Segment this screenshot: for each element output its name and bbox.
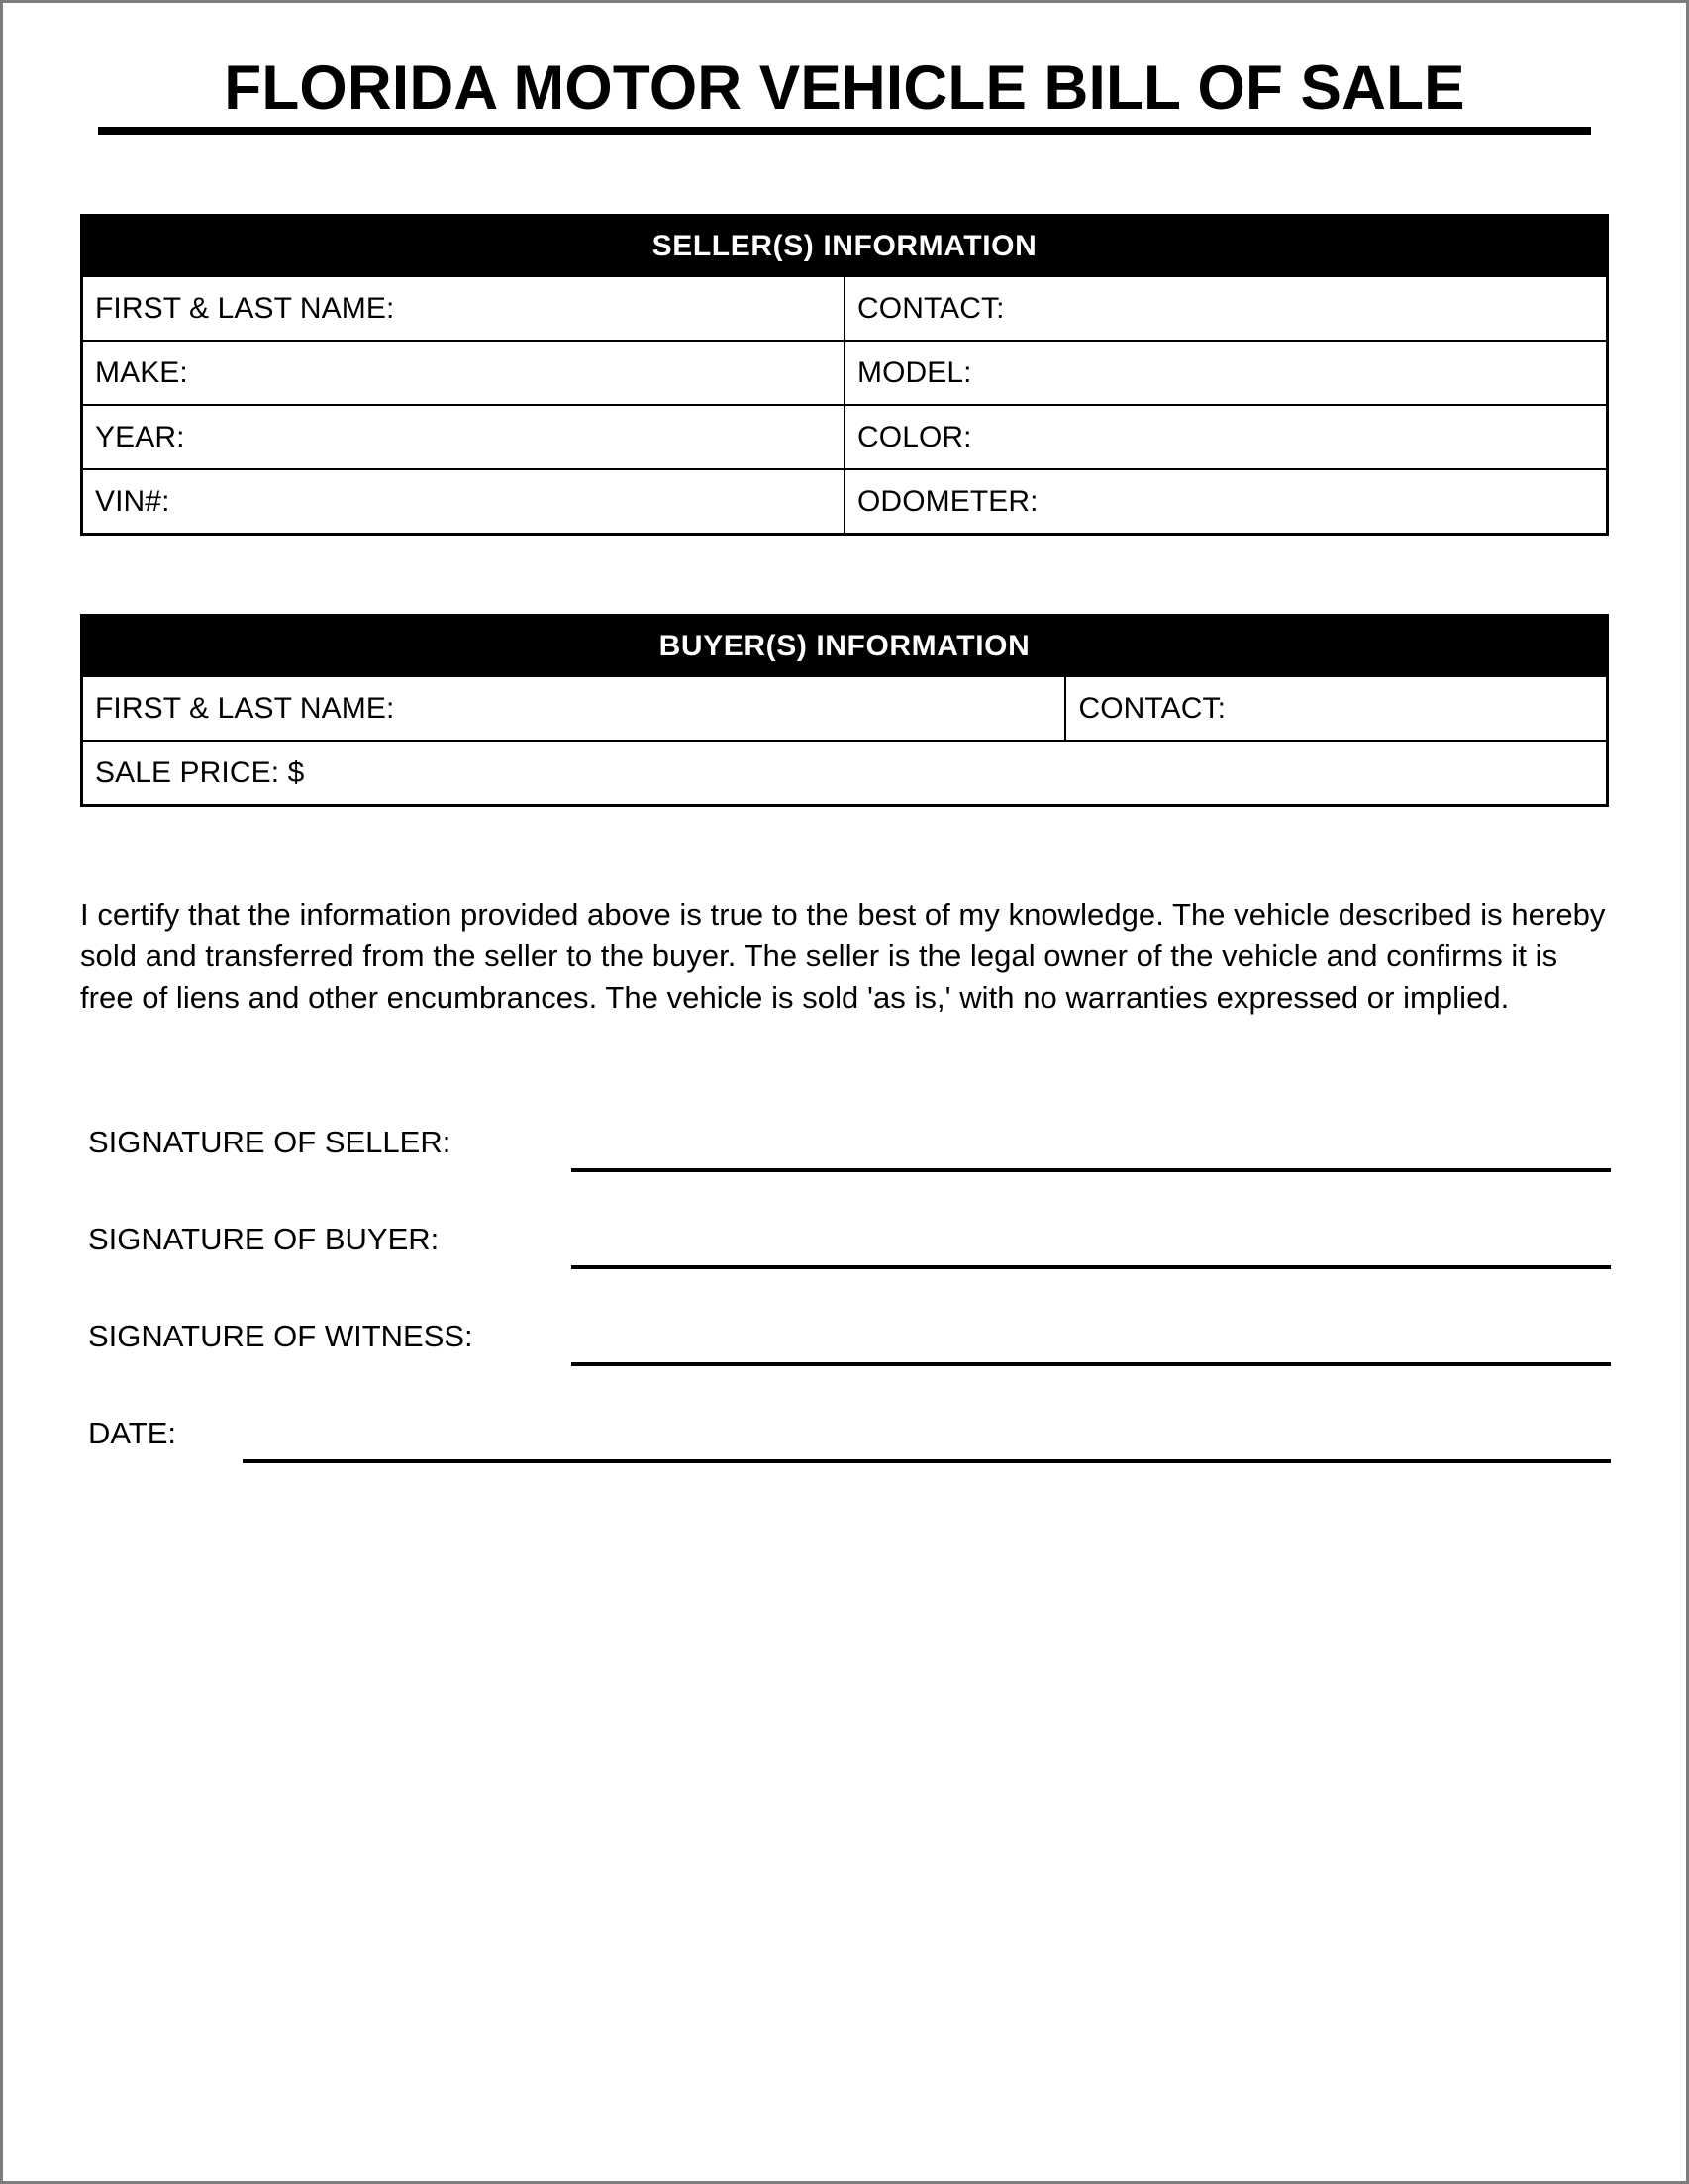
buyer-sale-price-label[interactable]: SALE PRICE: $ [82,741,1608,806]
table-row [82,276,1608,341]
date-line[interactable] [243,1459,1611,1463]
seller-section-heading: SELLER(S) INFORMATION [82,216,1608,277]
buyer-section-header-row [82,616,1608,677]
seller-model-label[interactable]: MODEL: [844,341,1608,405]
seller-name-label[interactable]: FIRST & LAST NAME: [82,276,845,341]
seller-color-label[interactable]: COLOR: [844,405,1608,469]
seller-make-label[interactable]: MAKE: [82,341,845,405]
seller-vin-label[interactable]: VIN#: [82,469,845,535]
page-content [3,3,1686,2181]
date-label: DATE: [88,1415,176,1450]
signature-witness-line[interactable] [571,1362,1611,1366]
seller-information-table [80,214,1609,536]
signature-row-date [80,1415,1611,1515]
table-row [82,469,1608,535]
signature-buyer-line[interactable] [571,1265,1611,1269]
signature-seller-label: SIGNATURE OF SELLER: [88,1124,451,1159]
signature-witness-label: SIGNATURE OF WITNESS: [88,1318,473,1353]
certification-paragraph: I certify that the information provided above is true to the best of my knowledge. The vehicle described is hereby sold and transferred from the seller to the buyer. The seller is the legal owner of the vehicle and confirms it is free of liens and other encumbrances. The vehicle is sold 'as is,' with no warranties expressed or implied. [80,897,1606,1016]
table-row [82,741,1608,806]
seller-contact-label[interactable]: CONTACT: [844,276,1608,341]
seller-odometer-label[interactable]: ODOMETER: [844,469,1608,535]
title-underline [98,127,1591,135]
signature-row-seller [80,1124,1611,1224]
buyer-section-heading: BUYER(S) INFORMATION [82,616,1608,677]
buyer-information-table [80,614,1609,807]
table-row [82,676,1608,741]
table-row [82,341,1608,405]
buyer-name-label[interactable]: FIRST & LAST NAME: [82,676,1066,741]
seller-section-header-row [82,216,1608,277]
page-title: FLORIDA MOTOR VEHICLE BILL OF SALE [224,53,1465,123]
signature-buyer-label: SIGNATURE OF BUYER: [88,1221,440,1256]
seller-year-label[interactable]: YEAR: [82,405,845,469]
table-row [82,405,1608,469]
signature-block [80,1020,1611,1515]
signature-row-witness [80,1318,1611,1418]
signature-seller-line[interactable] [571,1168,1611,1172]
signature-row-buyer [80,1221,1611,1321]
buyer-contact-label[interactable]: CONTACT: [1065,676,1607,741]
